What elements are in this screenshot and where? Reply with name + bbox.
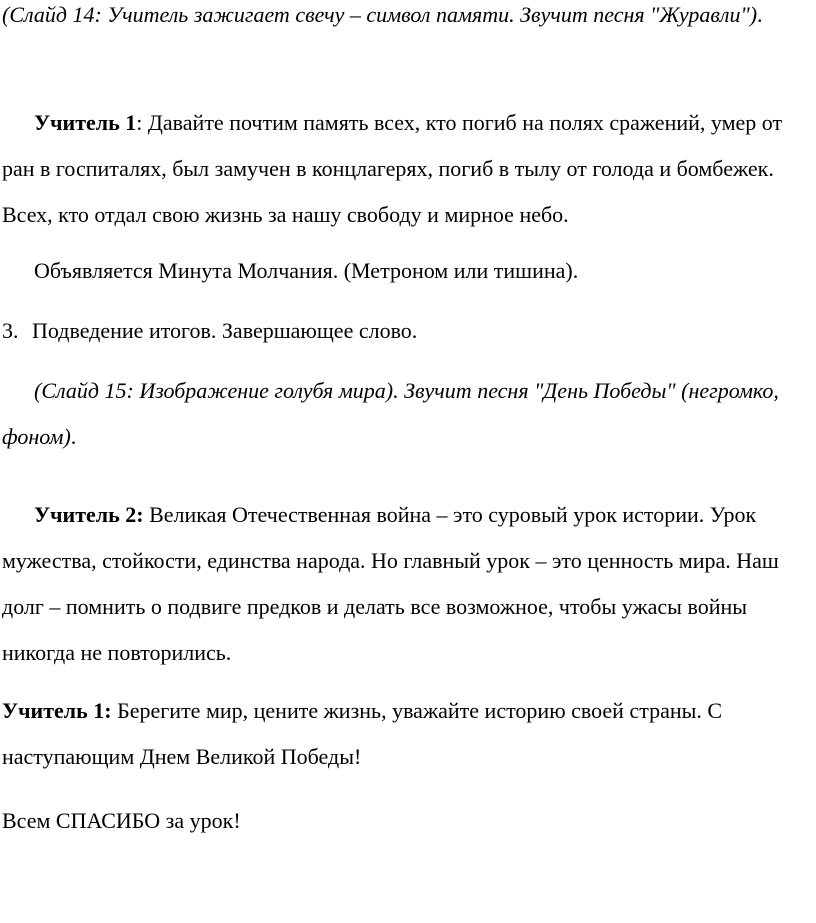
slide-15-period: . [70, 424, 77, 449]
closing-thanks: Всем СПАСИБО за урок! [2, 808, 241, 833]
slide-15-text: (Слайд 15: Изображение голубя мира). Звучит песня "День Победы" (негромко, фоном) [2, 378, 779, 449]
slide-14-song-title: "Журавли") [650, 2, 758, 27]
teacher-1-colon: : [136, 110, 143, 135]
slide-14-period: . [757, 2, 763, 27]
slide-14-text: (Слайд 14: Учитель зажигает свечу – символ памяти. Звучит песня [2, 2, 651, 27]
teacher-1-text: Давайте почтим память всех, кто погиб на полях сражений, умер от ран в госпиталях, был замучен в концлагерях, погиб в тылу от голода и бомбежек. Всех, кто отдал свою жизнь за нашу свободу и мирное небо. [2, 110, 783, 227]
minute-of-silence: Объявляется Минута Молчания. (Метроном или тишина). [34, 258, 579, 283]
section-3-heading [2, 308, 814, 354]
section-3-title: Подведение итогов. Завершающее слово. [32, 318, 418, 343]
teacher-2-paragraph [2, 492, 814, 676]
teacher-1-closing-label: Учитель 1: [2, 698, 112, 723]
teacher-1-paragraph [2, 100, 814, 238]
teacher-1-closing-paragraph [2, 688, 814, 780]
section-3-number: 3. [2, 318, 19, 343]
slide-14-stage-direction [2, 0, 814, 38]
teacher-1-closing-text: Берегите мир, цените жизнь, уважайте историю своей страны. С наступающим Днем Великой Победы! [2, 698, 723, 769]
teacher-1-label: Учитель 1 [34, 110, 137, 135]
slide-15-stage-direction [2, 368, 814, 460]
teacher-2-text: Великая Отечественная война – это суровый урок истории. Урок мужества, стойкости, единства народа. Но главный урок – это ценность мира. Наш долг – помнить о подвиге предков и делать все возможное, чтобы ужасы войны никогда не повторились. [2, 502, 779, 665]
teacher-2-label: Учитель 2: [34, 502, 144, 527]
